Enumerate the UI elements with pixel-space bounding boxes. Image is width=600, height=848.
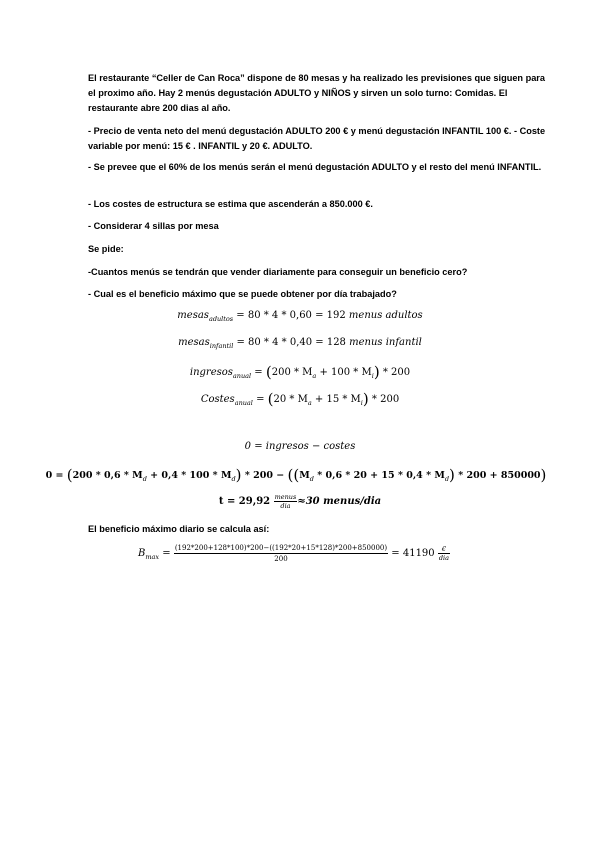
equation-result-t: t = 29,92 $\frac{\text{menus}}{\text{dia}}$ ≈30 menus/dia — [218, 493, 382, 510]
question-heading: Se pide: — [88, 244, 124, 254]
intro-paragraph: El restaurante “Celler de Can Roca” dispone de 80 mesas y ha realizado les previsiones que siguen para el proximo año. Hay 2 menús degustación ADULTO y NIÑOS y sirven un solo turno: Comidas. El restaurante abre 200 dias al año. — [88, 73, 545, 113]
equation-expanded: $0 = (200 * 0,6 * M_d + 0,4 * 100 * M_d) * 200 - ((M_d * 0,6 * 20 + 15 * 0,4 * M_d) * 200 + 850000)$ — [45, 466, 547, 484]
benefit-paragraph: El beneficio máximo diario se calcula así: — [88, 524, 270, 534]
percentage-paragraph: - Se prevee que el 60% de los menús serán el menú degustación ADULTO y el resto del menú INFANTIL. — [88, 162, 542, 172]
equation-mesas-adultos: mesas$_{adultos}$ = 80 * 4 * 0,60 = 192 menus adultos — [177, 310, 423, 323]
question-1: -Cuantos menús se tendrán que vender diariamente para conseguir un beneficio cero? — [88, 267, 468, 277]
equation-beneficio-cero: 0 = ingresos − costes — [244, 441, 356, 452]
question-2: - Cual es el beneficio máximo que se puede obtener por día trabajado? — [88, 289, 397, 299]
equation-beneficio-max: $B_{max}$ = $\frac{(192*200+128*100)*200-((192*20+15*128)*200+850000)}{200}$ = 41190 $\frac{€}{\text{dia}}$ — [138, 544, 449, 563]
chairs-paragraph: - Considerar 4 sillas por mesa — [88, 221, 219, 231]
price-paragraph: - Precio de venta neto del menú degustación ADULTO 200 € y menú degustación INFANTIL 100 €. - Coste variable por menú: 15 € . INFANTIL y 20 €. ADULTO. — [88, 126, 546, 151]
fixed-costs-paragraph: - Los costes de estructura se estima que ascenderán a 850.000 €. — [88, 199, 373, 209]
equation-mesas-infantil: mesas$_{infantil}$ = 80 * 4 * 0,40 = 128 menus infantil — [178, 337, 422, 350]
equation-costes: Costes$_{anual}$ = $(20 * M_a + 15 * M_i) * 200$ — [200, 390, 400, 408]
equation-ingresos: ingresos$_{anual}$ = $(200 * M_a + 100 * M_i) * 200$ — [189, 363, 411, 381]
